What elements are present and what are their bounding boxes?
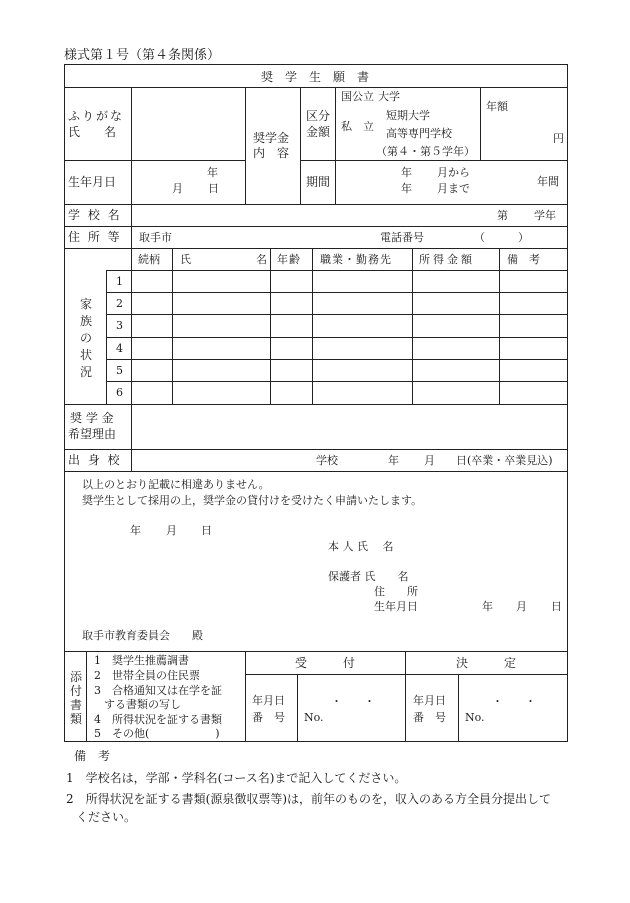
note-1: 1 学校名は，学部・学科名(コース名)まで記入してください。 [66,771,407,785]
guardian-birth-day: 日 [551,600,562,613]
birth-year-unit: 年 [207,166,218,179]
col-remarks: 備 考 [507,253,540,266]
address-label: 住 所 等 [68,230,122,244]
family-label-5: 況 [80,365,93,379]
attachments-label-4: 類 [70,712,83,726]
junior-college-label: 短期大学 [386,109,430,122]
private-label: 私 立 [341,120,374,133]
birth-date-label: 生年月日 [68,175,117,189]
applicant-signature-label: 本 人 氏 名 [328,540,394,553]
guardian-address-label: 住 所 [374,585,418,598]
school-name-label: 学 校 名 [68,208,122,222]
form-number: 様式第１号（第４条関係） [64,48,221,63]
decision-no: No. [465,711,485,724]
guardian-birth-month: 月 [516,600,527,613]
phone-label: 電話番号 [380,231,424,244]
col-name-1: 氏 [180,253,191,266]
form-outer-border [65,65,568,652]
family-label-4: 状 [80,348,93,362]
address-city: 取手市 [139,231,172,244]
origin-school-label: 出 身 校 [68,453,122,467]
decision-date-label: 年月日 [413,694,446,707]
birth-day-unit: 日 [208,182,219,195]
category-label: 区分 [306,109,331,123]
amount-label: 金額 [306,125,331,139]
attachments-label-1: 添 [70,670,83,684]
declaration-day: 日 [201,524,212,537]
declaration-month: 月 [166,524,177,537]
reason-label-2: 希望理由 [68,427,117,441]
decision-date-dots: ・ ・ [492,695,536,708]
col-job: 職業・勤務先 [320,253,392,266]
family-row-number: 6 [116,386,123,399]
birth-month-unit: 月 [172,182,183,195]
family-row-number: 2 [116,297,123,310]
addressee: 取手市教育委員会 殿 [82,629,203,642]
grade-suffix: 学年 [534,209,556,222]
origin-month: 月 [424,454,435,467]
public-label: 国公立 [341,90,374,103]
receipt-number-label: 番 号 [252,711,285,724]
furigana-label: ふりがな [68,109,125,123]
receipt-date-dots: ・ ・ [331,695,375,708]
guardian-birth-year: 年 [482,600,493,613]
period-from: 月から [437,166,470,179]
period-to-year: 年 [401,182,412,195]
period-label: 期間 [306,175,331,189]
scholarship-label-2: 内 容 [253,146,290,160]
university-label: 大学 [378,90,400,103]
attachment-item: 2 世帯全員の住民票 [94,669,200,682]
attachment-item: 3 合格通知又は在学を証 [94,684,222,697]
yen-unit: 円 [553,132,564,145]
family-label-3: の [80,331,93,345]
declaration-year: 年 [130,524,141,537]
declaration-line-1: 以上のとおり記載に相違ありません。 [82,478,270,491]
notes-heading: 備 考 [74,749,111,763]
grade-prefix: 第 [497,209,508,222]
col-income: 所得金額 [419,253,475,266]
col-name-2: 名 [256,253,267,266]
family-label-1: 家 [80,297,93,311]
note-2-line-2: ください。 [76,810,137,824]
declaration-line-2: 奨学生として採用の上，奨学金の貸付けを受けたく申請いたします。 [82,494,423,507]
receipt-no: No. [304,711,324,724]
attachment-item: する書類の写し [104,698,181,711]
technical-note: （第４・第５学年） [376,145,475,158]
phone-parentheses: （ ） [474,231,529,244]
period-to: 月まで [437,182,470,195]
family-row-number: 5 [116,364,123,377]
origin-graduation-status: 日(卒業・卒業見込) [456,454,553,467]
col-relation: 続柄 [138,253,160,266]
receipt-header: 受 付 [294,656,356,670]
attachments-label-3: 書 [70,698,83,712]
family-row-number: 3 [116,319,123,332]
receipt-date-label: 年月日 [252,694,285,707]
technical-college-label: 高等専門学校 [386,127,452,140]
decision-number-label: 番 号 [413,711,446,724]
name-field[interactable] [141,108,241,154]
reason-label-1: 奨 学 金 [70,411,114,425]
guardian-birth-label: 生年月日 [374,600,418,613]
period-from-year: 年 [401,166,412,179]
attachment-item: 5 その他( ) [94,727,220,740]
origin-school-suffix: 学校 [316,454,338,467]
family-row-number: 1 [116,275,123,288]
scholarship-label-1: 奨学金 [253,131,290,145]
name-label: 氏 名 [68,125,117,139]
decision-header: 決 定 [455,656,517,670]
note-2-line-1: 2 所得状況を証する書類(源泉徴収票等)は，前年のものを，収入のある方全員分提出して [66,792,552,806]
family-label-2: 族 [80,314,93,328]
attachment-item: 1 奨学生推薦調書 [94,654,189,667]
col-age: 年齢 [277,253,301,266]
family-row-number: 4 [116,342,123,355]
origin-year: 年 [388,454,399,467]
annual-amount-label: 年額 [486,100,508,113]
years-unit: 年間 [537,175,559,188]
attachment-item: 4 所得状況を証する書類 [94,713,222,726]
attachments-label-2: 付 [70,684,83,698]
guardian-name-label: 保護者 氏 名 [328,570,409,583]
form-title: 奨 学 生 願 書 [260,70,370,84]
